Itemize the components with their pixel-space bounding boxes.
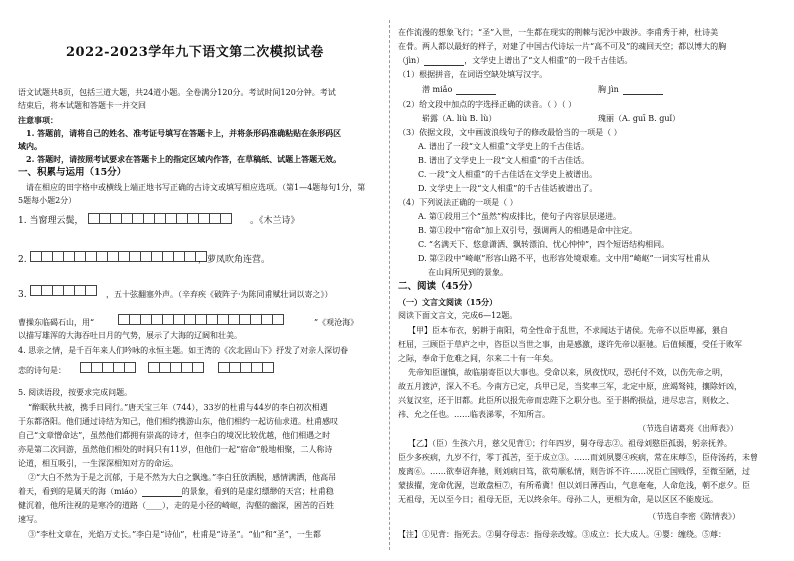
passage-line: ②“大白不然为于是之沉郁，于是不然为大白之飘逸。”李白狂放洒脱，感情满洒，他高吊 xyxy=(28,473,337,482)
footnote: 【注】①见背：指死去。②舅夺母志：指母亲改嫁。③成立：长大成人。④婴：缠绕。⑤蓐： xyxy=(398,530,726,539)
passage-line: 兴复汉室，还于旧都。此臣所以报先帝而忠陛下之职分也。至于斟酌损益，进尽忠言，则攸之、 xyxy=(398,396,734,405)
section-heading: 二、阅读（45分） xyxy=(398,281,478,292)
question-instruction: 阅读下面文言文，完成6—12题。 xyxy=(398,311,518,320)
prompt-text: 思亲之情，是千百年来人们吟咏的永恒主题。如王湾的《次北固山下》抒发了对亲人深切眷 xyxy=(28,346,349,355)
option-text: 在山间所见到的景象。 xyxy=(428,268,508,277)
passage-line: 【乙】（臣）生孩六月，慈父见背①；行年四岁，舅夺母志②。祖母刘愍臣孤弱，躬亲抚养。 xyxy=(408,439,732,448)
answer-grid[interactable] xyxy=(118,314,284,325)
option-text: 瑰丽（A. guī B. guǐ） xyxy=(598,114,681,123)
source-citation: （节选自李密《陈情表》） xyxy=(648,512,740,521)
passage-line: 自己“文章憎命达”，虽然他们都拥有崇高的诗才，但李白的境况比较优越，他们相遇之时 xyxy=(18,431,331,440)
notice-line: 2. 答题时，请按照考试要求在答题卡上的指定区域内作答，在草稿纸、试题上答题无效。 xyxy=(26,154,342,164)
answer-grid[interactable] xyxy=(30,251,207,262)
option-text: D. 文学史上一段“文人相重”的千古佳话被谱出了。 xyxy=(418,184,598,193)
passage-line: 先帝知臣谨慎，故临崩寄臣以大事也。受命以来，夙夜忧叹，恐托付不效，以伤先帝之明， xyxy=(408,368,728,377)
exam-title: 2022-2023学年九下语文第二次模拟试卷 xyxy=(66,45,324,60)
option-text: A. 第①段用三个“虽然”构成排比，使句子内容层层递进。 xyxy=(418,212,622,221)
passage-line: 臣少多疾病，九岁不行，零丁孤苦，至于成立③。……而刘夙婴④疾病，常在床蓐⑤，臣侍汤药，未曾 xyxy=(398,453,758,462)
intro-line: 结束后，将本试题和答题卡一并交回 xyxy=(18,101,146,110)
prompt-text: 以描写雄浑的大海吞吐日月的气势，展示了大海的辽阔和壮美。 xyxy=(18,331,242,340)
question-text: （1）根据拼音，在词语空缺处填写汉字。 xyxy=(398,70,548,79)
notice-line: 1. 答题前，请将自己的姓名、准考证号填写在答题卡上，并将条形码准确粘贴在条形码区 xyxy=(26,128,342,138)
answer-blank[interactable] xyxy=(456,86,496,95)
prompt-text: 潜 miǎo xyxy=(422,85,453,94)
passage-text: （jìn） xyxy=(398,56,425,65)
passage-line: ③“李杜文章在，光焰万丈长。”李白是“诗仙”，杜甫是“诗圣”。“仙”和“圣”，一生都 xyxy=(28,530,321,539)
notice-line: 域内。 xyxy=(18,141,42,151)
answer-grid[interactable] xyxy=(30,285,97,296)
passage-line: 之际，奉命于危难之间，尔来二十有一年矣。 xyxy=(398,354,558,363)
answer-grid[interactable] xyxy=(148,362,204,373)
intro-line: 语文试题共8页，包括三道大题，共24道小题。全卷满分120分。考试时间120分钟。考试 xyxy=(18,88,336,97)
prompt-text: 曹操东临碣石山，用“ xyxy=(18,318,95,327)
question-text: （3）依据文段，文中画波浪线句子的修改最恰当的一项是（ ） xyxy=(398,128,622,137)
fill-line-1 xyxy=(18,216,83,226)
answer-row xyxy=(422,85,496,95)
question-instruction: 5题每小题2分） xyxy=(18,196,77,205)
answer-blank[interactable] xyxy=(142,488,182,497)
question-instruction: 5. 阅读语段，按要求完成问题。 xyxy=(18,388,133,397)
passage-line: 健沉着，他所注视的是寒冷的道路（____），走的是小径的崎岖，沟壑的幽深，困苦的百姓 xyxy=(18,501,334,510)
option-text: B. 谱出了文学史上一段“文人相重”的千古佳话。 xyxy=(418,156,590,165)
prompt-text: 恋的诗句是： xyxy=(18,366,66,375)
passage-line: 枉屈，三顾臣于草庐之中，咨臣以当世之事，由是感激，遂许先帝以驱驰。后值倾覆，受任于败军 xyxy=(398,340,742,349)
passage-line: 论道，相互吸引，一生深深相知对方的命运。 xyxy=(18,459,178,468)
source-citation: （节选自诸葛亮《出师表》） xyxy=(638,424,738,433)
passage-line: “醉眠秋共被，携手日同行。”唐天宝三年（744），33岁的杜甫与44岁的李白初次相遇 xyxy=(28,403,328,412)
notice-heading: 注意事项： xyxy=(18,115,58,125)
answer-blank[interactable] xyxy=(623,86,663,95)
prompt-text: 胸 jìn xyxy=(598,85,619,94)
passage-line-blank xyxy=(18,487,334,497)
question-instruction: 请在相应的田字格中或横线上端正地书写正确的古诗文或填写相应选项。（第1—4题每句1分，第 xyxy=(26,183,366,192)
item-number: 1. xyxy=(18,216,30,226)
answer-blank[interactable] xyxy=(424,57,464,66)
option-text: A. 谱出了一段“文人相重”文学史上的千古佳话。 xyxy=(418,142,590,151)
answer-grid[interactable] xyxy=(80,362,136,373)
source-text: ”《观沧海》 xyxy=(314,318,359,327)
column-divider xyxy=(389,20,390,550)
passage-line: 在作流漫的想象飞行；“圣”入世，一生都在现实的荆棘与泥沙中跋涉。李甫秀于神，杜诗美 xyxy=(398,28,719,37)
section-heading: 一、积累与运用（15分） xyxy=(18,167,127,178)
source-text: 。《木兰诗》 xyxy=(250,216,300,226)
subsection-heading: （一）文言文阅读（15分） xyxy=(398,297,498,307)
answer-row xyxy=(598,85,663,95)
option-text: C. 一段“文人相重”的千古佳话在文学史上被谱出。 xyxy=(418,170,598,179)
passage-line: 蒙拔擢，宠命优渥，岂敢盘桓⑦，有所希冀！但以刘日薄西山，气息奄奄，人命危浅，朝不虑夕。臣 xyxy=(398,481,750,490)
question-text: （4）下列说法正确的一项是（ ） xyxy=(398,198,518,207)
item-number: 2. xyxy=(18,255,27,265)
option-text: D. 第②段中“崎岖”形容山路不平，也形容处境艰难。文中用“崎岖”一词实写杜甫从 xyxy=(418,254,710,263)
prompt-text: 当窗理云鬓， xyxy=(29,216,84,226)
prompt-text: ，萝凤吹角连营。 xyxy=(198,255,271,265)
option-text: B. 第①段中“宿命”加上双引号，强调两人的相遇是命中注定。 xyxy=(418,226,638,235)
answer-grid[interactable] xyxy=(218,362,274,373)
question-text: （2）给文段中加点的字选择正确的读音。（ ）（ ） xyxy=(398,100,577,109)
prompt-text: ，五十弦翻塞外声。（辛弃疾《破阵子·为陈同甫赋壮词以寄之》） xyxy=(106,290,333,299)
passage-text: 着天，看到的是属天的海（miáo） xyxy=(18,487,142,496)
option-text: 崭露（A. liù B. lù） xyxy=(422,114,497,123)
passage-line: 亦是第二次同游，虽然他们相处的时间只有11岁，但他们一起“宿命”般地相聚，二人称诗 xyxy=(18,445,333,454)
passage-line: 【甲】臣本布衣，躬耕于南阳，苟全性命于乱世，不求闻达于诸侯。先帝不以臣卑鄙，猥自 xyxy=(408,326,728,335)
passage-line: 在骨。两人都以最好的样子，对建了中国古代诗坛一片“高不可及”的魂回天空；都以博大的胸 xyxy=(398,42,727,51)
passage-text: 的景象，看到的是虚幻缥缈的天宫；杜甫稳 xyxy=(181,487,334,496)
answer-grid[interactable] xyxy=(88,213,232,224)
item-number: 4. xyxy=(18,346,29,355)
fill-line-4 xyxy=(18,346,348,356)
item-number: 3. xyxy=(18,290,27,300)
passage-line: 于东都洛阳。他们通过诗结为知己，他们相约携游山东，他们相约一起访仙求道。杜甫感叹 xyxy=(18,417,338,426)
passage-text: ，文学史上谱出了“文人相重”的一段千古佳话。 xyxy=(464,56,633,65)
passage-line-blank xyxy=(398,56,632,66)
passage-line: 速写。 xyxy=(18,515,42,524)
passage-line: 祎、允之任也。……临表涕零，不知所言。 xyxy=(398,410,550,419)
option-text: C. “名满天下、悠意潇洒、飘转漂泊、忧心忡忡”，四个短语结构相同。 xyxy=(418,240,670,249)
passage-line: 无祖母，无以至今日；祖母无臣，无以终余年。母孙二人，更相为命，是以区区不能废远。 xyxy=(398,495,718,504)
passage-line: 故五月渡泸，深入不毛。今南方已定，兵甲已足，当奖率三军，北定中原，庶竭驽钝，攘除奸凶， xyxy=(398,382,742,391)
passage-line: 废离⑥。……欲奉诏奔驰，则刘病日笃，欲苟顺私情，则告诉不许……况臣亡国贱俘，至微至陋，过 xyxy=(398,467,750,476)
